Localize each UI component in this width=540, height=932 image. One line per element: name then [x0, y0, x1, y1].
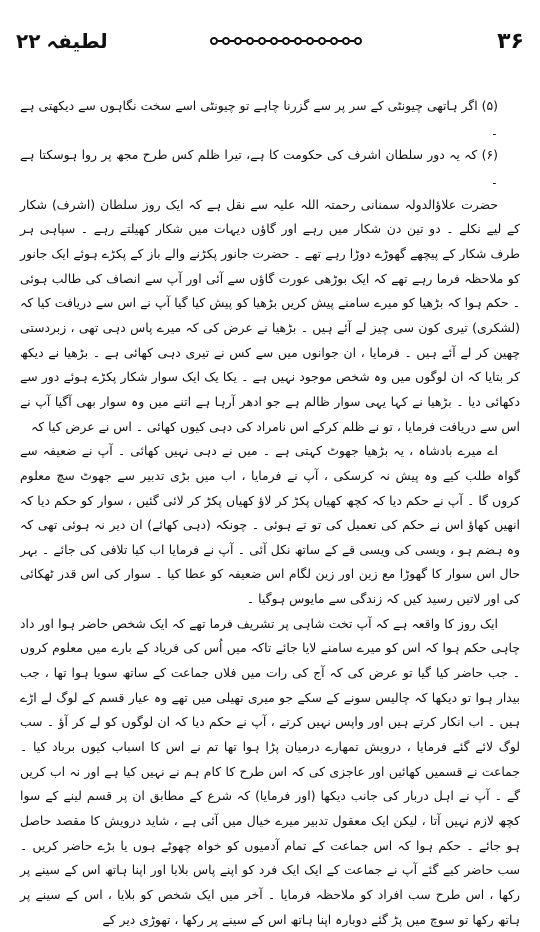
numbered-line: (۶) کہ یہ دور سلطان اشرف کی حکومت کا ہے، تیرا ظلم کس طرح مجھ پر روا ہوسکتا ہے ۔ — [20, 147, 498, 187]
chain-ornament — [210, 37, 362, 45]
ornament-ring — [354, 37, 362, 45]
ornament-ring — [246, 37, 254, 45]
ornament-ring — [210, 37, 218, 45]
ornament-ring — [294, 37, 302, 45]
ornament-ring — [282, 37, 290, 45]
ornament-ring — [258, 37, 266, 45]
ornament-ring — [270, 37, 278, 45]
ornament-ring — [234, 37, 242, 45]
ornament-ring — [330, 37, 338, 45]
paragraph: اے میرے بادشاہ ، یہ بڑھیا جھوٹ کہتی ہے ۔ میں نے دہی نہیں کھائی ۔ آپ نے ضعیفہ سے گواہ طلب کیے وہ پیش نہ کرسکی ، آپ نے فرمایا ، اب میں بڑی تدبیر سے جھوٹ سچ معلوم کروں گا ۔ آپ نے حکم دیا کہ کچھ کھیاں پکڑ کر لاؤ کھیاں پکڑ کر لائی گئیں ، سوار کو حکم دیا کہ انھیں کھاؤ اس نے حکم کی تعمیل کی تو تے ہوئی ۔ چونکہ (دہی کھائے) ان دیر نہ ہوئی تھی کہ وہ ہضم ہو ، ویسی کی ویسی قے کے ساتھ نکل آئی ۔ آپ نے فرمایا اب کیا تلافی کی جائے ۔ بہر حال اس سوار کا گھوڑا مع زین اور زین لگام اس ضعیفہ کو عطا کیا ۔ سوار کی اس قدر ٹھکائی کی اور لاتیں رسید کیں کہ زندگی سے مایوس ہوگیا ۔ — [20, 443, 520, 607]
latifa-heading — [16, 29, 108, 53]
latifa-word: لطیفہ — [46, 29, 108, 53]
page-header — [16, 26, 524, 56]
numbered-line: (۵) اگر ہاتھی چیونٹی کے سر پر سے گزرنا چاہے تو چیونٹی اسے سخت نگاہوں سے دیکھتی ہے ۔ — [20, 98, 498, 138]
ornament-ring — [306, 37, 314, 45]
paragraph: ایک روز کا واقعہ ہے کہ آپ تخت شاہی پر تشریف فرما تھے کہ ایک شخص حاضر ہوا اور داد چاہی حکم ہوا کہ اس کو میرے سامنے لایا جائے تاکہ میں اُس کی فریاد کے بارے میں معلوم کروں ۔ جب حاضر کیا گیا تو عرض کی کہ آج کی رات میں فلاں جماعت کے ساتھ سویا ہوا تھا ، جب بیدار ہوا تو دیکھا کہ چالیس سونے کے سکے جو میری تھیلی میں تھے وہ عیار قسم کے لوگ لے اڑے ہیں ۔ اب انکار کرتے ہیں اور واپس نہیں کرتے ، آپ نے حکم دیا کہ ان لوگوں کو لے کر آؤ ۔ سب لوگ لائے گئے فرمایا ، درویش تمھارے درمیان پڑا ہوا تھا تم نے اس کا اسباب کیوں برباد کیا ۔ جماعت نے قسمیں کھائیں اور عاجزی کی کہ اس طرح کا کام ہم نے نہیں کیا ہے اور نہ اب کریں گے ۔ آپ نے اہل دربار کی جانب دیکھا (اور فرمایا) کہ شرع کے مطابق ان پر قسم لینے کے سوا کچھ لازم نہیں آتا ، لیکن ایک معقول تدبیر میرے خیال میں آئی ہے ، شاید درویش کا مقصد حاصل ہو جائے ۔ حکم ہوا کہ اس جماعت کے تمام آدمیوں کو خواہ چھوٹے ہوں یا بڑے حاضر کریں ۔ سب حاضر کیے گئے آپ نے جماعت کے ایک ایک فرد کو اپنے پاس بلایا اور اپنا ہاتھ اس کے سینے پر رکھا ، اس طرح سب افراد کو ملاحظہ فرمایا ۔ آخر میں ایک شخص کو بلایا ، اس کے سینے پر ہاتھ رکھا تو سوچ میں پڑ گئے دوبارہ اپنا ہاتھ اس کے سینے پر رکھا ، تھوڑی دیر کے — [20, 615, 520, 927]
ornament-ring — [342, 37, 350, 45]
latifa-number: ۲۲ — [16, 29, 41, 53]
ornament-ring — [318, 37, 326, 45]
page-body — [20, 94, 520, 932]
ornament-ring — [222, 37, 230, 45]
page-number: ۳۶ — [497, 28, 524, 54]
paragraph: حضرت علاؤالدولہ سمنانی رحمتہ اللہ علیہ سے نقل ہے کہ ایک روز سلطان (اشرف) شکار کے لیے نکلے ۔ دو تین دن شکار میں رہے اور گاؤں دیہات میں شکار کھیلتے رہے ۔ سپاہی ہر طرف شکار کے پیچھے گھوڑے دوڑا رہے تھے ۔ حضرت جانور پکڑنے والے باز کے پکڑے ہوئے ایک جانور کو ملاحظہ فرما رہے تھے کہ ایک بوڑھی عورت گاؤں سے آئی اور آپ سے انصاف کی طالب ہوئی ۔ حکم ہوا کہ بڑھیا کو میرے سامنے پیش کریں بڑھیا کو پیش کیا گیا آپ نے اس سے دریافت کیا کہ (لشکری) تیری کون سی چیز لے آئے ہیں ۔ بڑھیا نے عرض کی کہ میرے پاس دہی تھی ، زبردستی چھین کر لے آئے ہیں ۔ فرمایا ، ان جوانوں میں سے کس نے تیری دہی کھائی ہے ۔ بڑھیا نے دیکھ کر بتایا کہ ان لوگوں میں وہ شخص موجود نہیں ہے ۔ یکا یک ایک سوار شکار پکڑے ہوئے دور سے دکھائی دیا ۔ بڑھیا نے کہا یہی سوار ظالم ہے جو ادھر آرہا ہے اتنے میں وہ سوار بھی آگیا آپ نے اس سے دریافت فرمایا ، تو نے ظلم کرکے اس نامراد کی دہی کیوں کھائی ۔ اس نے عرض کیا کہ — [20, 196, 520, 434]
